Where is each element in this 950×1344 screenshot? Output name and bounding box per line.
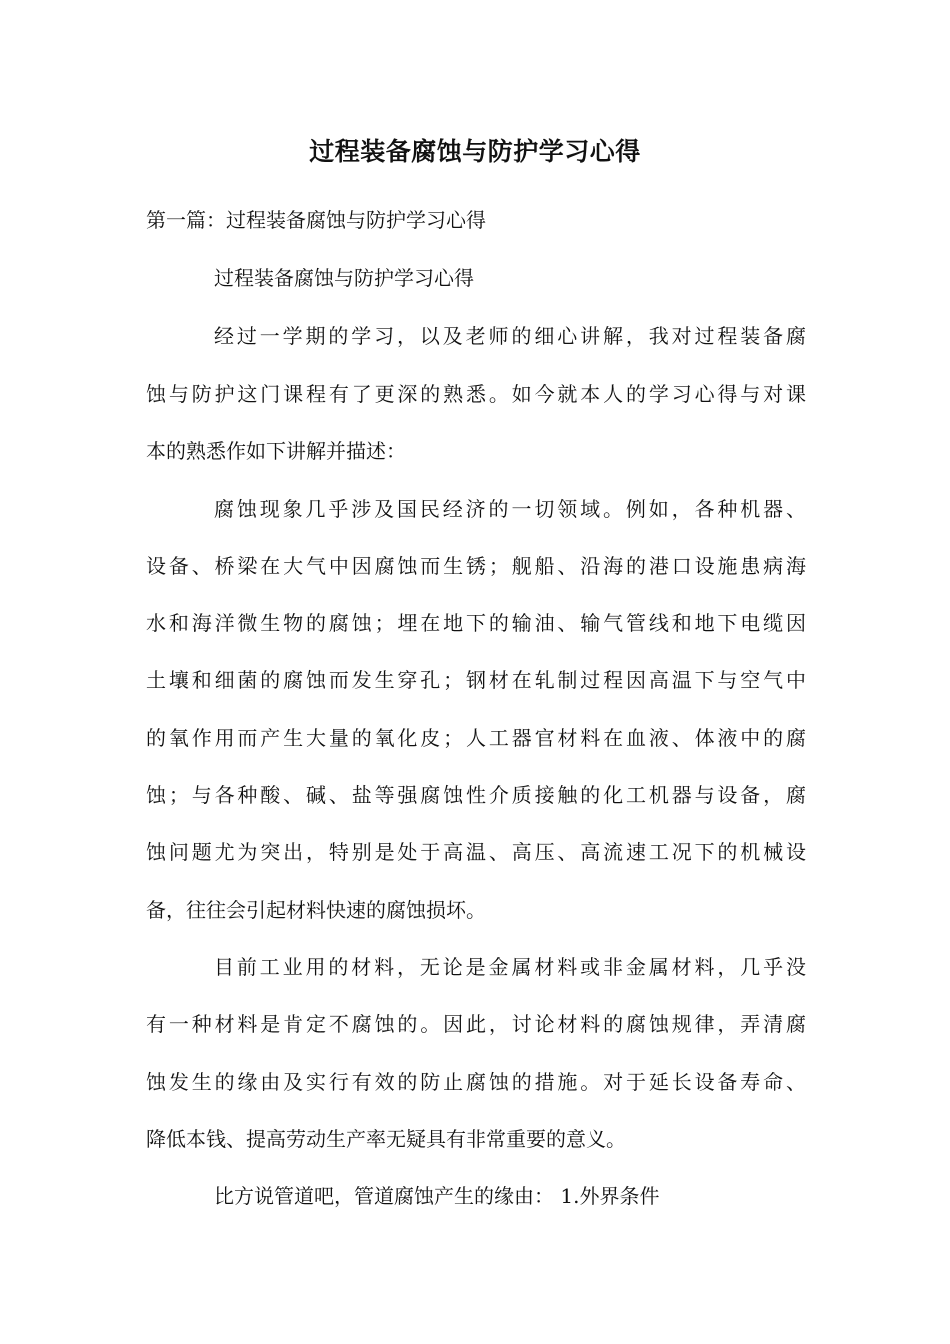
paragraph-line: 设备、桥梁在大气中因腐蚀而生锈；舰船、沿海的港口设施患病海 [146, 554, 806, 578]
paragraph-line: 本的熟悉作如下讲解并描述： [146, 439, 406, 463]
paragraph-line: 蚀与防护这门课程有了更深的熟悉。如今就本人的学习心得与对课 [146, 382, 806, 406]
paragraph-line: 有一种材料是肯定不腐蚀的。因此，讨论材料的腐蚀规律，弄清腐 [146, 1012, 806, 1036]
paragraph-line: 经过一学期的学习，以及老师的细心讲解，我对过程装备腐 [214, 324, 806, 348]
paragraph-line: 蚀问题尤为突出，特别是处于高温、高压、高流速工况下的机械设 [146, 840, 806, 864]
paragraph-line: 蚀；与各种酸、碱、盐等强腐蚀性介质接触的化工机器与设备，腐 [146, 783, 806, 807]
paragraph-line: 比方说管道吧，管道腐蚀产生的缘由： 1.外界条件 [214, 1184, 660, 1208]
paragraph-line: 水和海洋微生物的腐蚀；埋在地下的输油、输气管线和地下电缆因 [146, 611, 806, 635]
paragraph-line: 蚀发生的缘由及实行有效的防止腐蚀的措施。对于延长设备寿命、 [146, 1070, 806, 1094]
paragraph-line: 备，往往会引起材料快速的腐蚀损坏。 [146, 898, 486, 922]
paragraph-line: 腐蚀现象几乎涉及国民经济的一切领域。例如，各种机器、 [214, 497, 806, 521]
subtitle: 过程装备腐蚀与防护学习心得 [214, 266, 474, 290]
document-title: 过程装备腐蚀与防护学习心得 [309, 137, 641, 166]
section-heading: 第一篇：过程装备腐蚀与防护学习心得 [146, 208, 486, 232]
paragraph-line: 的氧作用而产生大量的氧化皮；人工器官材料在血液、体液中的腐 [146, 726, 806, 750]
paragraph-line: 降低本钱、提高劳动生产率无疑具有非常重要的意义。 [146, 1127, 626, 1151]
paragraph-line: 土壤和细菌的腐蚀而发生穿孔；钢材在轧制过程因高温下与空气中 [146, 668, 806, 692]
paragraph-line: 目前工业用的材料，无论是金属材料或非金属材料，几乎没 [214, 955, 806, 979]
